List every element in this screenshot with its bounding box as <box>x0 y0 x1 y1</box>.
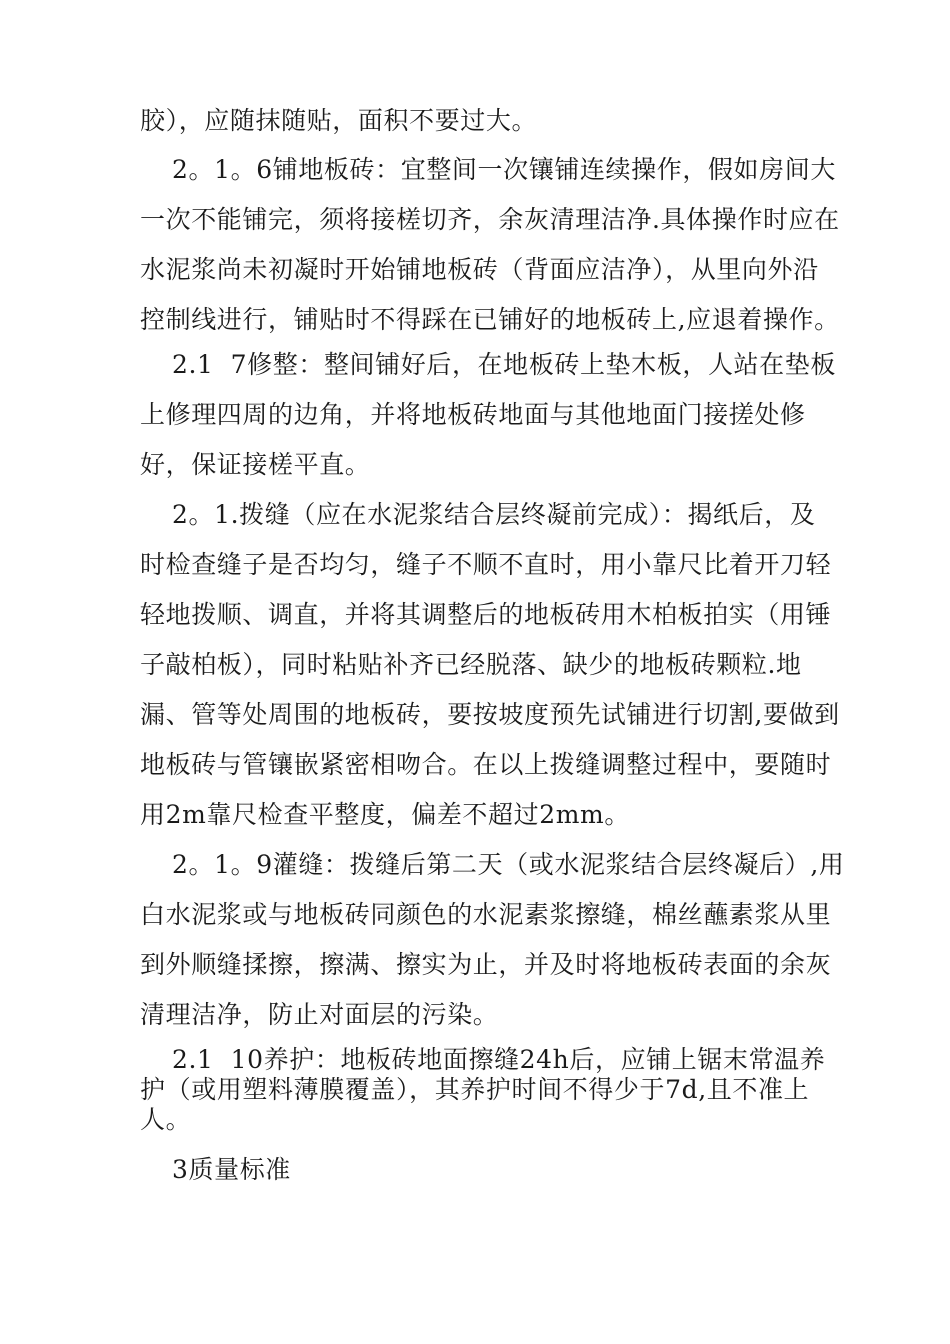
text-line: 时检查缝子是否均匀，缝子不顺不直时，用小靠尺比着开刀轻 <box>140 550 832 579</box>
text-line: 2。1。9灌缝：拨缝后第二天（或水泥浆结合层终凝后）,用 <box>172 850 845 879</box>
paragraph-tile-adhesive-continuation <box>140 96 830 146</box>
text-line: 2。1。6铺地板砖：宜整间一次镶铺连续操作，假如房间大 <box>172 155 836 184</box>
text-line: 上修理四周的边角，并将地板砖地面与其他地面门接搓处修 <box>140 400 806 429</box>
text-line: 用2m靠尺检查平整度，偏差不超过2mm。 <box>140 800 630 829</box>
text-line: 人。 <box>140 1105 192 1134</box>
paragraph-2-1-10-curing <box>140 1045 830 1135</box>
section-heading: 3质量标准 <box>172 1155 291 1184</box>
text-line: 轻地拨顺、调直，并将其调整后的地板砖用木柏板拍实（用锤 <box>140 600 832 629</box>
text-line: 清理洁净，防止对面层的污染。 <box>140 1000 499 1029</box>
text-line: 2。1.拨缝（应在水泥浆结合层终凝前完成）：揭纸后，及 <box>172 500 816 529</box>
text-line: 漏、管等处周围的地板砖，要按坡度预先试铺进行切割,要做到 <box>140 700 840 729</box>
text-line: 胶），应随抹随贴，面积不要过大。 <box>140 106 538 135</box>
text-line: 好，保证接槎平直。 <box>140 450 371 479</box>
text-line: 白水泥浆或与地板砖同颜色的水泥素浆擦缝，棉丝蘸素浆从里 <box>140 900 832 929</box>
text-line: 子敲柏板），同时粘贴补齐已经脱落、缺少的地板砖颗粒.地 <box>140 650 802 679</box>
text-line: 到外顺缝揉擦，擦满、擦实为止，并及时将地板砖表面的余灰 <box>140 950 832 979</box>
paragraph-2-1-6-laying-tiles <box>140 145 840 345</box>
text-line: 地板砖与管镶嵌紧密相吻合。在以上拨缝调整过程中，要随时 <box>140 750 832 779</box>
paragraph-2-1-9-grouting <box>140 840 845 1040</box>
text-line: 护（或用塑料薄膜覆盖），其养护时间不得少于7d,且不准上 <box>140 1075 810 1104</box>
text-line: 水泥浆尚未初凝时开始铺地板砖（背面应洁净），从里向外沿 <box>140 255 819 284</box>
paragraph-2-1-7-trimming <box>140 340 836 490</box>
paragraph-2-1-8-joint-adjusting <box>140 490 840 840</box>
text-line: 2.1 10养护：地板砖地面擦缝24h后，应铺上锯末常温养 <box>172 1045 826 1074</box>
text-line: 2.1 7修整：整间铺好后，在地板砖上垫木板，人站在垫板 <box>172 350 836 379</box>
text-line: 控制线进行，铺贴时不得踩在已铺好的地板砖上,应退着操作。 <box>140 305 840 334</box>
text-line: 一次不能铺完，须将接槎切齐，余灰清理洁净.具体操作时应在 <box>140 205 840 234</box>
section-heading-quality-standard <box>140 1145 830 1195</box>
